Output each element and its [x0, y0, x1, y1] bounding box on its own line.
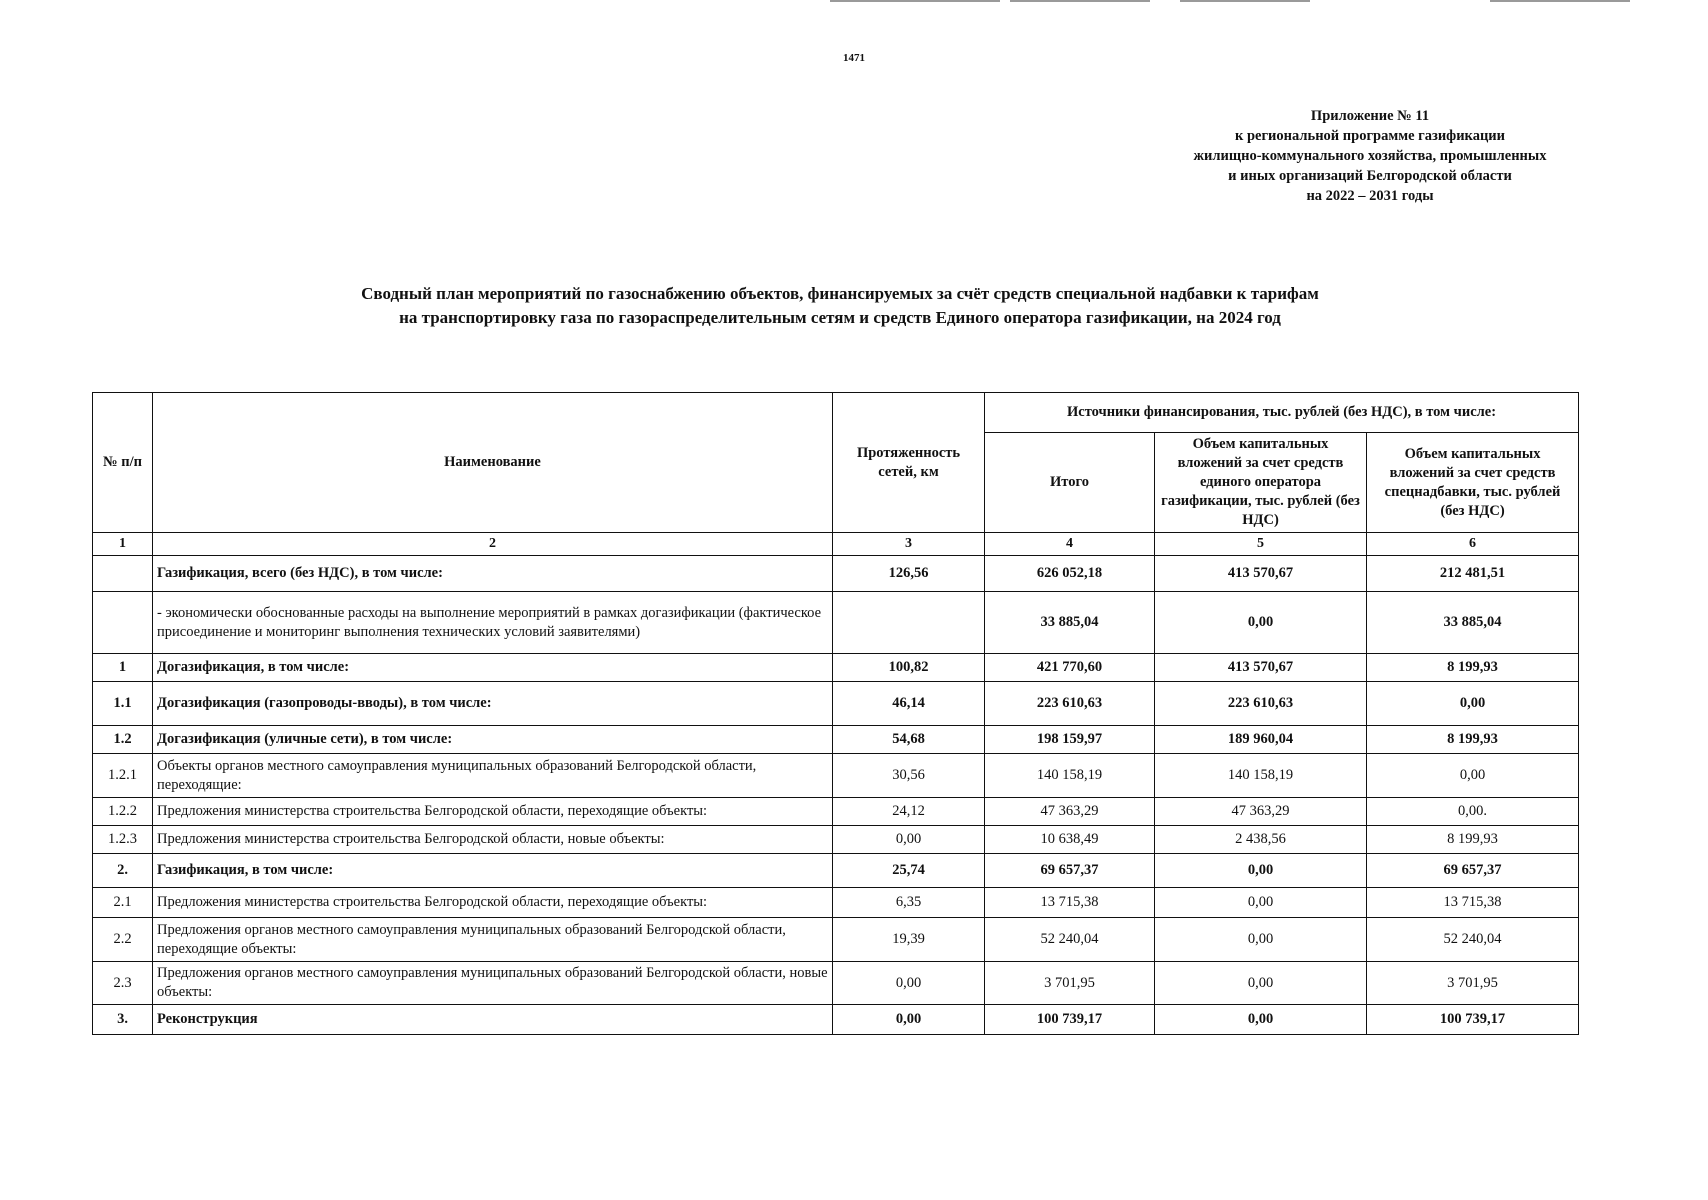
row-name: Предложения органов местного самоуправления муниципальных образований Белгородской области, новые объекты:: [153, 962, 833, 1005]
document-title: [300, 282, 1380, 330]
row-number: 2.: [93, 854, 153, 888]
row-surcharge-funding: 0,00: [1367, 682, 1579, 726]
table-row: [93, 726, 1579, 754]
row-number: [93, 592, 153, 654]
row-operator-funding: 0,00: [1155, 592, 1367, 654]
row-number: 1: [93, 654, 153, 682]
table-row: [93, 888, 1579, 918]
row-total: 52 240,04: [985, 918, 1155, 962]
column-index: 2: [153, 533, 833, 556]
row-surcharge-funding: 8 199,93: [1367, 654, 1579, 682]
row-name: Догазификация (газопроводы-вводы), в том числе:: [153, 682, 833, 726]
row-number: 2.2: [93, 918, 153, 962]
row-length-km: 19,39: [833, 918, 985, 962]
header-operator: Объем капитальных вложений за счет средств единого оператора газификации, тыс. рублей (без НДС): [1155, 433, 1367, 533]
row-operator-funding: 140 158,19: [1155, 754, 1367, 798]
row-name: Предложения министерства строительства Белгородской области, новые объекты:: [153, 826, 833, 854]
row-operator-funding: 189 960,04: [1155, 726, 1367, 754]
header-total: Итого: [985, 433, 1155, 533]
title-line: на транспортировку газа по газораспределительным сетям и средств Единого оператора газификации, на 2024 год: [399, 308, 1281, 327]
row-operator-funding: 2 438,56: [1155, 826, 1367, 854]
table-row: [93, 962, 1579, 1005]
row-name: Предложения министерства строительства Белгородской области, переходящие объекты:: [153, 798, 833, 826]
table-row: [93, 682, 1579, 726]
scan-artifact-line: [1490, 0, 1630, 2]
row-operator-funding: 0,00: [1155, 1005, 1367, 1035]
row-operator-funding: 0,00: [1155, 918, 1367, 962]
scan-artifact-line: [830, 0, 1000, 2]
row-surcharge-funding: 8 199,93: [1367, 826, 1579, 854]
appendix-line: на 2022 – 2031 годы: [1306, 188, 1434, 204]
column-index: 6: [1367, 533, 1579, 556]
row-length-km: 100,82: [833, 654, 985, 682]
column-index: 4: [985, 533, 1155, 556]
row-length-km: 0,00: [833, 1005, 985, 1035]
row-number: 1.2.2: [93, 798, 153, 826]
row-name: Объекты органов местного самоуправления муниципальных образований Белгородской области, переходящие:: [153, 754, 833, 798]
column-index: 1: [93, 533, 153, 556]
row-name: Газификация, всего (без НДС), в том числе:: [153, 556, 833, 592]
appendix-line: и иных организаций Белгородской области: [1228, 168, 1512, 184]
row-length-km: 24,12: [833, 798, 985, 826]
row-number: 1.1: [93, 682, 153, 726]
column-index: 5: [1155, 533, 1367, 556]
table-row: [93, 918, 1579, 962]
header-length: Протяженность сетей, км: [833, 393, 985, 533]
table-row: [93, 654, 1579, 682]
table-row: [93, 1005, 1579, 1035]
appendix-line: Приложение № 11: [1310, 108, 1430, 124]
row-total: 140 158,19: [985, 754, 1155, 798]
row-length-km: 46,14: [833, 682, 985, 726]
row-name: Догазификация, в том числе:: [153, 654, 833, 682]
row-total: 626 052,18: [985, 556, 1155, 592]
table-row: [93, 826, 1579, 854]
row-total: 13 715,38: [985, 888, 1155, 918]
row-length-km: 54,68: [833, 726, 985, 754]
scan-artifact-line: [1010, 0, 1150, 2]
appendix-line: жилищно-коммунального хозяйства, промышленных: [1193, 148, 1547, 164]
row-number: 1.2.1: [93, 754, 153, 798]
appendix-line: к региональной программе газификации: [1234, 128, 1506, 144]
row-surcharge-funding: 0,00: [1367, 754, 1579, 798]
row-number: 1.2.3: [93, 826, 153, 854]
row-operator-funding: 47 363,29: [1155, 798, 1367, 826]
table-row: [93, 798, 1579, 826]
scan-artifact-line: [1180, 0, 1310, 2]
row-total: 100 739,17: [985, 1005, 1155, 1035]
row-total: 47 363,29: [985, 798, 1155, 826]
row-number: 2.3: [93, 962, 153, 1005]
row-total: 421 770,60: [985, 654, 1155, 682]
row-total: 69 657,37: [985, 854, 1155, 888]
row-operator-funding: 223 610,63: [1155, 682, 1367, 726]
row-surcharge-funding: 0,00.: [1367, 798, 1579, 826]
row-length-km: 25,74: [833, 854, 985, 888]
appendix-header: [1140, 106, 1600, 206]
row-operator-funding: 0,00: [1155, 962, 1367, 1005]
header-surcharge: Объем капитальных вложений за счет средств спецнадбавки, тыс. рублей (без НДС): [1367, 433, 1579, 533]
row-surcharge-funding: 69 657,37: [1367, 854, 1579, 888]
page-number: 1471: [843, 52, 865, 64]
row-name: - экономически обоснованные расходы на выполнение мероприятий в рамках догазификации (фактическое присоединение и мониторинг выполнения технических условий заявителями): [153, 592, 833, 654]
row-name: Газификация, в том числе:: [153, 854, 833, 888]
row-number: [93, 556, 153, 592]
row-length-km: 0,00: [833, 962, 985, 1005]
row-operator-funding: 413 570,67: [1155, 654, 1367, 682]
gasification-plan-table: [92, 392, 1579, 1035]
row-total: 33 885,04: [985, 592, 1155, 654]
table-row: [93, 854, 1579, 888]
row-number: 3.: [93, 1005, 153, 1035]
header-num: № п/п: [93, 393, 153, 533]
header-sources: Источники финансирования, тыс. рублей (без НДС), в том числе:: [985, 393, 1579, 433]
table-body: [93, 556, 1579, 1035]
row-name: Предложения министерства строительства Белгородской области, переходящие объекты:: [153, 888, 833, 918]
row-number: 1.2: [93, 726, 153, 754]
row-number: 2.1: [93, 888, 153, 918]
row-name: Предложения органов местного самоуправления муниципальных образований Белгородской области, переходящие объекты:: [153, 918, 833, 962]
row-name: Догазификация (уличные сети), в том числе:: [153, 726, 833, 754]
column-index: 3: [833, 533, 985, 556]
header-name: Наименование: [153, 393, 833, 533]
row-length-km: 126,56: [833, 556, 985, 592]
row-surcharge-funding: 100 739,17: [1367, 1005, 1579, 1035]
row-operator-funding: 0,00: [1155, 888, 1367, 918]
row-total: 223 610,63: [985, 682, 1155, 726]
row-surcharge-funding: 13 715,38: [1367, 888, 1579, 918]
row-length-km: [833, 592, 985, 654]
row-length-km: 0,00: [833, 826, 985, 854]
row-surcharge-funding: 33 885,04: [1367, 592, 1579, 654]
row-length-km: 30,56: [833, 754, 985, 798]
row-operator-funding: 0,00: [1155, 854, 1367, 888]
row-surcharge-funding: 8 199,93: [1367, 726, 1579, 754]
row-total: 10 638,49: [985, 826, 1155, 854]
row-total: 198 159,97: [985, 726, 1155, 754]
table-row: [93, 592, 1579, 654]
row-name: Реконструкция: [153, 1005, 833, 1035]
row-surcharge-funding: 52 240,04: [1367, 918, 1579, 962]
table-row: [93, 754, 1579, 798]
row-total: 3 701,95: [985, 962, 1155, 1005]
row-length-km: 6,35: [833, 888, 985, 918]
title-line: Сводный план мероприятий по газоснабжению объектов, финансируемых за счёт средств специальной надбавки к тарифам: [361, 284, 1319, 303]
row-surcharge-funding: 212 481,51: [1367, 556, 1579, 592]
row-operator-funding: 413 570,67: [1155, 556, 1367, 592]
table-row: [93, 556, 1579, 592]
row-surcharge-funding: 3 701,95: [1367, 962, 1579, 1005]
